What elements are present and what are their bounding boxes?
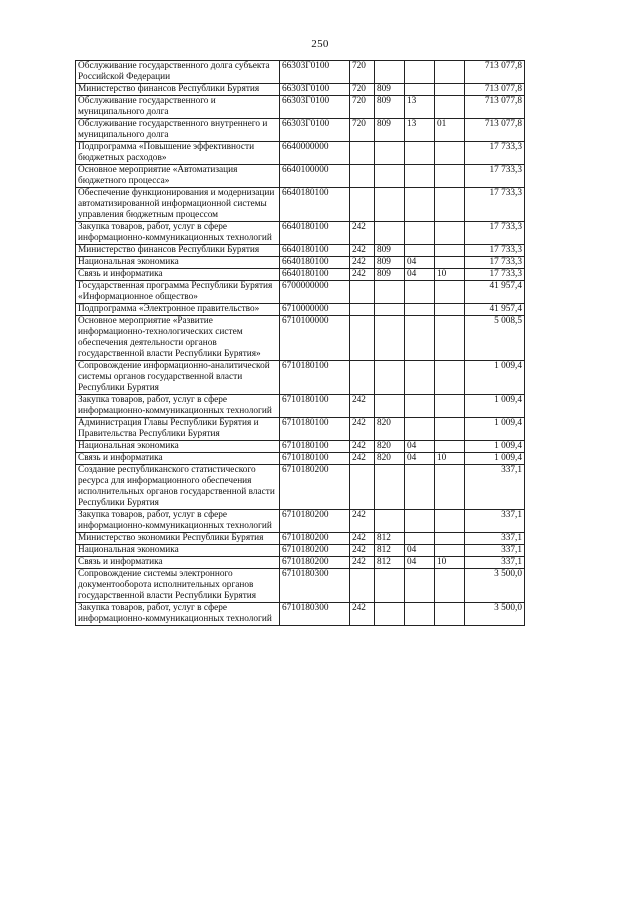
row-vr-cell: 242 [350, 453, 375, 465]
row-code-cell: 6710180200 [280, 533, 350, 545]
table-row [76, 61, 525, 84]
row-pr-cell [435, 569, 465, 603]
row-rz-cell [405, 569, 435, 603]
row-sum-cell: 713 077,8 [465, 61, 525, 84]
row-code-cell: 6710180300 [280, 603, 350, 626]
row-sum-cell: 17 733,3 [465, 269, 525, 281]
row-name-cell: Сопровождение информационно-аналитической системы органов государственной власти Республики Бурятия [76, 361, 280, 395]
row-pr-cell [435, 533, 465, 545]
row-rz-cell: 13 [405, 96, 435, 119]
row-grbs-cell [375, 569, 405, 603]
table-row [76, 465, 525, 510]
row-grbs-cell: 812 [375, 545, 405, 557]
row-sum-cell: 713 077,8 [465, 119, 525, 142]
row-name-cell: Национальная экономика [76, 545, 280, 557]
row-rz-cell: 04 [405, 269, 435, 281]
row-pr-cell: 10 [435, 453, 465, 465]
table-row [76, 304, 525, 316]
row-grbs-cell: 820 [375, 453, 405, 465]
row-rz-cell [405, 361, 435, 395]
table-row [76, 441, 525, 453]
row-rz-cell [405, 165, 435, 188]
row-code-cell: 6640180100 [280, 188, 350, 222]
table-row [76, 119, 525, 142]
row-pr-cell [435, 222, 465, 245]
row-sum-cell: 17 733,3 [465, 245, 525, 257]
row-sum-cell: 17 733,3 [465, 222, 525, 245]
row-grbs-cell: 820 [375, 418, 405, 441]
row-sum-cell: 5 008,5 [465, 316, 525, 361]
row-name-cell: Закупка товаров, работ, услуг в сфере информационно-коммуникационных технологий [76, 222, 280, 245]
row-code-cell: 6710000000 [280, 304, 350, 316]
row-code-cell: 6640180100 [280, 257, 350, 269]
row-pr-cell [435, 84, 465, 96]
row-pr-cell [435, 188, 465, 222]
row-rz-cell [405, 316, 435, 361]
row-grbs-cell [375, 395, 405, 418]
row-vr-cell: 242 [350, 395, 375, 418]
table-row [76, 453, 525, 465]
row-sum-cell: 41 957,4 [465, 281, 525, 304]
row-rz-cell [405, 510, 435, 533]
row-grbs-cell [375, 316, 405, 361]
table-row [76, 281, 525, 304]
row-sum-cell: 713 077,8 [465, 96, 525, 119]
row-rz-cell: 04 [405, 557, 435, 569]
row-name-cell: Национальная экономика [76, 257, 280, 269]
row-sum-cell: 17 733,3 [465, 188, 525, 222]
row-name-cell: Министерство финансов Республики Бурятия [76, 245, 280, 257]
row-rz-cell [405, 142, 435, 165]
row-vr-cell: 720 [350, 96, 375, 119]
row-name-cell: Обслуживание государственного и муниципального долга [76, 96, 280, 119]
table-row [76, 257, 525, 269]
row-rz-cell: 13 [405, 119, 435, 142]
row-rz-cell: 04 [405, 453, 435, 465]
table-row [76, 96, 525, 119]
row-grbs-cell [375, 61, 405, 84]
row-name-cell: Обслуживание государственного внутреннего и муниципального долга [76, 119, 280, 142]
table-row [76, 395, 525, 418]
row-sum-cell: 41 957,4 [465, 304, 525, 316]
row-pr-cell [435, 142, 465, 165]
row-name-cell: Сопровождение системы электронного документооборота исполнительных органов государственной власти Республики Бурятия [76, 569, 280, 603]
row-grbs-cell: 809 [375, 84, 405, 96]
row-code-cell: 66303Г0100 [280, 61, 350, 84]
row-name-cell: Основное мероприятие «Автоматизация бюджетного процесса» [76, 165, 280, 188]
row-name-cell: Закупка товаров, работ, услуг в сфере информационно-коммуникационных технологий [76, 510, 280, 533]
row-sum-cell: 17 733,3 [465, 165, 525, 188]
table-row [76, 84, 525, 96]
row-pr-cell [435, 361, 465, 395]
row-sum-cell: 337,1 [465, 465, 525, 510]
row-name-cell: Связь и информатика [76, 453, 280, 465]
row-pr-cell [435, 257, 465, 269]
row-vr-cell: 242 [350, 418, 375, 441]
budget-table-body [76, 61, 525, 626]
row-name-cell: Министерство экономики Республики Бурятия [76, 533, 280, 545]
row-grbs-cell [375, 510, 405, 533]
row-code-cell: 6710100000 [280, 316, 350, 361]
row-sum-cell: 17 733,3 [465, 257, 525, 269]
row-grbs-cell [375, 142, 405, 165]
row-code-cell: 66303Г0100 [280, 84, 350, 96]
row-grbs-cell: 809 [375, 245, 405, 257]
table-row [76, 533, 525, 545]
row-sum-cell: 337,1 [465, 545, 525, 557]
row-code-cell: 6710180100 [280, 361, 350, 395]
row-pr-cell: 10 [435, 557, 465, 569]
table-row [76, 603, 525, 626]
table-row [76, 361, 525, 395]
row-pr-cell: 01 [435, 119, 465, 142]
row-sum-cell: 1 009,4 [465, 361, 525, 395]
table-row [76, 316, 525, 361]
row-pr-cell [435, 61, 465, 84]
row-sum-cell: 1 009,4 [465, 441, 525, 453]
row-vr-cell: 242 [350, 557, 375, 569]
row-code-cell: 6710180100 [280, 418, 350, 441]
row-vr-cell [350, 465, 375, 510]
row-vr-cell [350, 304, 375, 316]
row-vr-cell [350, 281, 375, 304]
row-pr-cell [435, 510, 465, 533]
row-name-cell: Обслуживание государственного долга субъекта Российской Федерации [76, 61, 280, 84]
row-grbs-cell: 809 [375, 269, 405, 281]
row-name-cell: Администрация Главы Республики Бурятия и Правительства Республики Бурятия [76, 418, 280, 441]
row-code-cell: 6640100000 [280, 165, 350, 188]
row-code-cell: 6710180200 [280, 557, 350, 569]
row-pr-cell [435, 316, 465, 361]
row-rz-cell [405, 418, 435, 441]
row-grbs-cell: 812 [375, 557, 405, 569]
row-code-cell: 6710180100 [280, 395, 350, 418]
row-grbs-cell [375, 361, 405, 395]
table-row [76, 142, 525, 165]
row-pr-cell [435, 465, 465, 510]
row-vr-cell [350, 188, 375, 222]
row-vr-cell: 720 [350, 61, 375, 84]
row-name-cell: Национальная экономика [76, 441, 280, 453]
row-rz-cell [405, 395, 435, 418]
row-grbs-cell [375, 465, 405, 510]
table-row [76, 245, 525, 257]
row-rz-cell [405, 61, 435, 84]
row-name-cell: Обеспечение функционирования и модернизации автоматизированной информационной системы управления бюджетным процессом [76, 188, 280, 222]
row-sum-cell: 337,1 [465, 533, 525, 545]
row-vr-cell: 242 [350, 222, 375, 245]
row-vr-cell: 242 [350, 441, 375, 453]
row-grbs-cell: 820 [375, 441, 405, 453]
row-sum-cell: 17 733,3 [465, 142, 525, 165]
row-grbs-cell [375, 281, 405, 304]
row-name-cell: Связь и информатика [76, 557, 280, 569]
row-rz-cell [405, 603, 435, 626]
row-vr-cell: 242 [350, 269, 375, 281]
row-grbs-cell [375, 222, 405, 245]
row-vr-cell: 242 [350, 533, 375, 545]
row-code-cell: 6710180200 [280, 545, 350, 557]
row-sum-cell: 337,1 [465, 510, 525, 533]
row-pr-cell [435, 281, 465, 304]
row-sum-cell: 1 009,4 [465, 453, 525, 465]
row-grbs-cell [375, 304, 405, 316]
row-vr-cell [350, 361, 375, 395]
row-rz-cell: 04 [405, 441, 435, 453]
row-grbs-cell [375, 603, 405, 626]
row-vr-cell [350, 142, 375, 165]
table-row [76, 188, 525, 222]
row-rz-cell [405, 245, 435, 257]
row-rz-cell [405, 222, 435, 245]
row-name-cell: Государственная программа Республики Бурятия «Информационное общество» [76, 281, 280, 304]
row-vr-cell: 720 [350, 119, 375, 142]
row-vr-cell: 242 [350, 257, 375, 269]
row-vr-cell: 242 [350, 545, 375, 557]
row-code-cell: 66303Г0100 [280, 96, 350, 119]
row-sum-cell: 1 009,4 [465, 418, 525, 441]
row-rz-cell [405, 304, 435, 316]
row-name-cell: Закупка товаров, работ, услуг в сфере информационно-коммуникационных технологий [76, 395, 280, 418]
row-pr-cell [435, 603, 465, 626]
row-vr-cell: 242 [350, 510, 375, 533]
row-name-cell: Подпрограмма «Повышение эффективности бюджетных расходов» [76, 142, 280, 165]
row-rz-cell [405, 84, 435, 96]
row-code-cell: 6710180200 [280, 465, 350, 510]
row-sum-cell: 3 500,0 [465, 569, 525, 603]
table-row [76, 418, 525, 441]
row-code-cell: 6710180100 [280, 441, 350, 453]
row-code-cell: 6640000000 [280, 142, 350, 165]
row-name-cell: Создание республиканского статистического ресурса для информационного обеспечения исполнительных органов государственной власти Республики Бурятия [76, 465, 280, 510]
row-vr-cell [350, 165, 375, 188]
row-code-cell: 6710180200 [280, 510, 350, 533]
row-pr-cell: 10 [435, 269, 465, 281]
row-name-cell: Основное мероприятие «Развитие информационно-технологических систем обеспечения деятельности органов государственной власти Республики Бурятия» [76, 316, 280, 361]
row-code-cell: 66303Г0100 [280, 119, 350, 142]
row-vr-cell [350, 569, 375, 603]
row-pr-cell [435, 441, 465, 453]
row-vr-cell: 242 [350, 603, 375, 626]
row-grbs-cell [375, 165, 405, 188]
row-code-cell: 6710180300 [280, 569, 350, 603]
row-rz-cell [405, 465, 435, 510]
table-row [76, 545, 525, 557]
row-pr-cell [435, 304, 465, 316]
row-grbs-cell: 809 [375, 257, 405, 269]
table-row [76, 569, 525, 603]
row-pr-cell [435, 165, 465, 188]
row-grbs-cell: 812 [375, 533, 405, 545]
row-code-cell: 6640180100 [280, 222, 350, 245]
row-sum-cell: 337,1 [465, 557, 525, 569]
row-sum-cell: 1 009,4 [465, 395, 525, 418]
row-rz-cell [405, 188, 435, 222]
row-vr-cell: 720 [350, 84, 375, 96]
table-row [76, 557, 525, 569]
row-code-cell: 6710180100 [280, 453, 350, 465]
row-rz-cell [405, 533, 435, 545]
page-number: 250 [311, 38, 329, 50]
row-grbs-cell: 809 [375, 96, 405, 119]
row-rz-cell [405, 281, 435, 304]
row-rz-cell: 04 [405, 257, 435, 269]
row-grbs-cell [375, 188, 405, 222]
budget-table [75, 60, 525, 626]
row-name-cell: Подпрограмма «Электронное правительство» [76, 304, 280, 316]
table-row [76, 269, 525, 281]
row-code-cell: 6640180100 [280, 269, 350, 281]
row-pr-cell [435, 245, 465, 257]
row-vr-cell [350, 316, 375, 361]
table-row [76, 510, 525, 533]
row-sum-cell: 713 077,8 [465, 84, 525, 96]
row-name-cell: Закупка товаров, работ, услуг в сфере информационно-коммуникационных технологий [76, 603, 280, 626]
row-name-cell: Министерство финансов Республики Бурятия [76, 84, 280, 96]
row-pr-cell [435, 395, 465, 418]
row-grbs-cell: 809 [375, 119, 405, 142]
row-code-cell: 6640180100 [280, 245, 350, 257]
table-row [76, 165, 525, 188]
table-row [76, 222, 525, 245]
row-pr-cell [435, 418, 465, 441]
row-name-cell: Связь и информатика [76, 269, 280, 281]
row-pr-cell [435, 545, 465, 557]
row-vr-cell: 242 [350, 245, 375, 257]
row-pr-cell [435, 96, 465, 119]
row-sum-cell: 3 500,0 [465, 603, 525, 626]
row-rz-cell: 04 [405, 545, 435, 557]
row-code-cell: 6700000000 [280, 281, 350, 304]
